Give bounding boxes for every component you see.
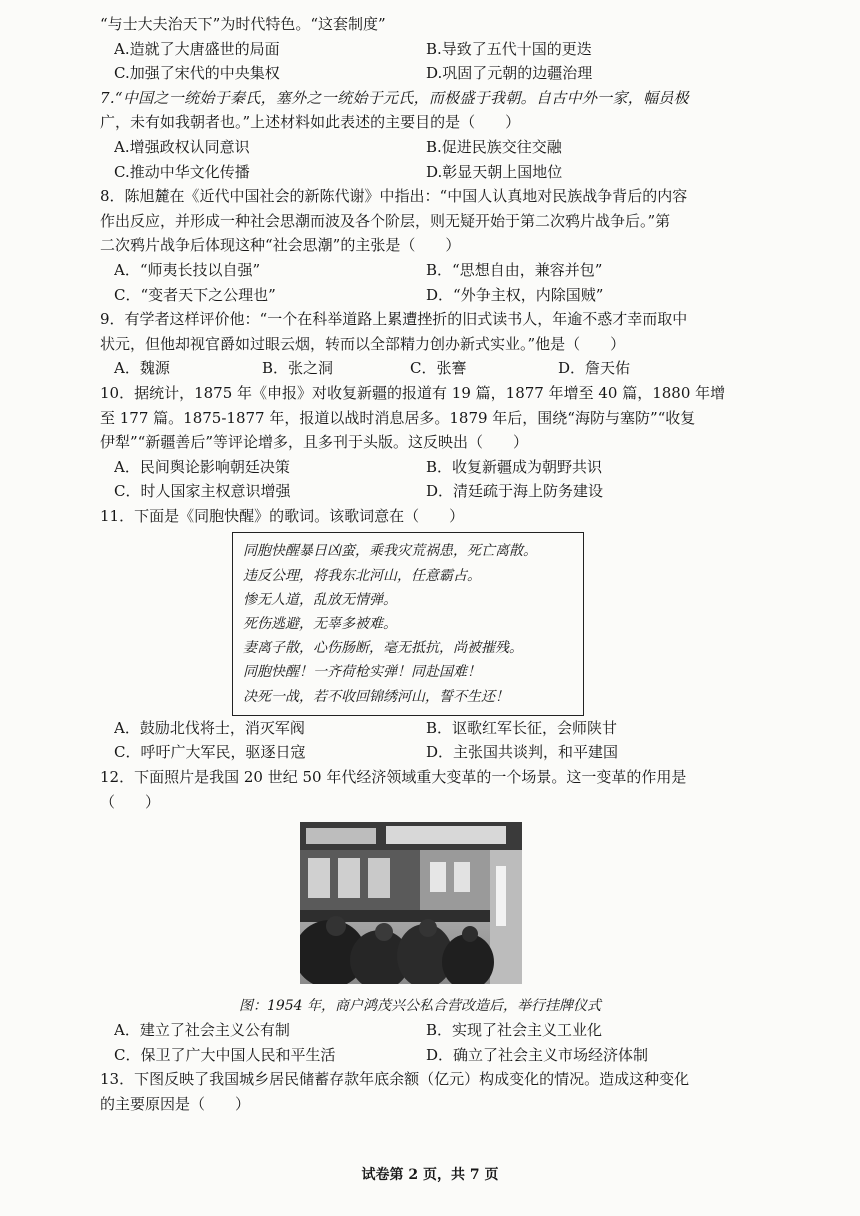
q8-stem-line-1: 8．陈旭麓在《近代中国社会的新陈代谢》中指出：“中国人认真地对民族战争背后的内容: [100, 187, 688, 206]
q6-option-d[interactable]: D.巩固了元朝的边疆治理: [426, 64, 593, 83]
q8-options-row-2: [100, 283, 740, 308]
lyric-line: 同胞快醒暴日凶蛮，乘我灾荒祸患，死亡离散。: [243, 543, 537, 560]
q8-stem-line-2: 作出反应，并形成一种社会思潮而波及各个阶层，则无疑开始于第二次鸦片战争后。”第: [100, 211, 671, 230]
q11-lyrics-box: [232, 532, 584, 715]
lyric-line: 决死一战，若不收回锦绣河山，誓不生还！: [243, 688, 509, 705]
q7-option-a[interactable]: A.增强政权认同意识: [114, 137, 250, 156]
q9-stem-line-1: 9．有学者这样评价他：“一个在科举道路上累遭挫折的旧式读书人，年逾不惑才幸而取中: [100, 310, 688, 329]
q11-option-b[interactable]: B．讴歌红军长征，会师陕甘: [426, 718, 618, 737]
q12-options-row-2: [100, 1043, 740, 1068]
q7-options-row-2: [100, 160, 740, 185]
q10-option-a[interactable]: A．民间舆论影响朝廷决策: [114, 457, 290, 476]
q10-stem-line-2: 至 177 篇。1875-1877 年，报道以战时消息居多。1879 年后，围绕“海防与塞防”“收复: [100, 408, 696, 427]
q9-stem-line-2: 状元，但他却视官爵如过眼云烟，转而以全部精力创办新式实业。”他是（ ）: [100, 334, 626, 353]
lyric-line: 违反公理，将我东北河山，任意霸占。: [243, 567, 481, 584]
q7-stem-line-2: 广，未有如我朝者也。”上述材料如此表述的主要目的是（ ）: [100, 113, 521, 132]
q6-stem-tail: “与士大夫治天下”为时代特色。“这套制度”: [100, 15, 386, 33]
page-footer: 试卷第 2 页，共 7 页: [361, 1167, 499, 1183]
q6-options-row-1: [100, 37, 740, 62]
q8-option-c[interactable]: C．“变者天下之公理也”: [114, 285, 276, 304]
q12-option-a[interactable]: A．建立了社会主义公有制: [114, 1021, 290, 1040]
q13-stem-line-2: 的主要原因是（ ）: [100, 1094, 251, 1113]
q11-option-d[interactable]: D．主张国共谈判，和平建国: [426, 743, 619, 762]
q11-options-row-1: [100, 716, 740, 741]
lyric-line: 同胞快醒！一齐荷枪实弹！同赴国难！: [243, 664, 481, 681]
q7-options-row-1: [100, 135, 740, 160]
lyric-line: 死伤逃避，无辜多被难。: [243, 616, 397, 633]
q10-options-row-1: [100, 455, 740, 480]
q9-options-row: [100, 356, 740, 381]
q8-option-b[interactable]: B．“思想自由，兼容并包”: [426, 260, 603, 279]
q10-stem-line-3: 伊犁”“新疆善后”等评论增多，且多刊于头版。这反映出（ ）: [100, 433, 529, 452]
q6-options-row-2: [100, 61, 740, 86]
q11-stem: 11．下面是《同胞快醒》的歌词。该歌词意在（ ）: [100, 506, 465, 525]
q9-option-b[interactable]: B．张之洞: [262, 359, 334, 378]
q12-option-c[interactable]: C．保卫了广大中国人民和平生活: [114, 1045, 336, 1064]
lyric-line: 妻离子散，心伤肠断，毫无抵抗，尚被摧残。: [243, 640, 523, 657]
q9-option-c[interactable]: C．张謇: [410, 359, 467, 378]
q11-option-c[interactable]: C．呼吁广大军民，驱逐日寇: [114, 743, 306, 762]
q8-options-row-1: [100, 258, 740, 283]
page-content: [100, 12, 740, 1117]
lyric-line: 惨无人道，乱放无情弹。: [243, 591, 397, 608]
q11-options-row-2: [100, 740, 740, 765]
q6-option-c[interactable]: C.加强了宋代的中央集权: [114, 64, 280, 83]
q11-option-a[interactable]: A．鼓励北伐将士，消灭军阀: [114, 718, 305, 737]
q12-historical-photo: [300, 822, 522, 984]
q6-option-a[interactable]: A.造就了大唐盛世的局面: [114, 39, 280, 58]
q12-stem-line-2: （ ）: [100, 792, 161, 811]
q7-stem-line-1: 7.“中国之一统始于秦氏，塞外之一统始于元氏，而极盛于我朝。自古中外一家，幅员极: [100, 88, 689, 107]
q9-option-d[interactable]: D．詹天佑: [558, 359, 631, 378]
q10-options-row-2: [100, 479, 740, 504]
q8-stem-line-3: 二次鸦片战争后体现这种“社会思潮”的主张是（ ）: [100, 236, 461, 255]
q10-option-c[interactable]: C．时人国家主权意识增强: [114, 482, 291, 501]
photo-illustration: [300, 822, 522, 984]
q10-stem-line-1: 10．据统计，1875 年《申报》对收复新疆的报道有 19 篇，1877 年增至 40 篇，1880 年增: [100, 383, 726, 402]
q13-stem-line-1: 13．下图反映了我国城乡居民储蓄存款年底余额（亿元）构成变化的情况。造成这种变化: [100, 1070, 690, 1089]
q10-option-d[interactable]: D．清廷疏于海上防务建设: [426, 482, 604, 501]
q8-option-d[interactable]: D．“外争主权，内除国贼”: [426, 285, 604, 304]
q7-option-b[interactable]: B.促进民族交往交融: [426, 137, 562, 156]
q12-options-row-1: [100, 1018, 740, 1043]
q12-option-b[interactable]: B．实现了社会主义工业化: [426, 1021, 603, 1040]
q12-option-d[interactable]: D．确立了社会主义市场经济体制: [426, 1045, 649, 1064]
q10-option-b[interactable]: B．收复新疆成为朝野共识: [426, 457, 603, 476]
q12-stem-line-1: 12．下面照片是我国 20 世纪 50 年代经济领域重大变革的一个场景。这一变革的作用是: [100, 767, 687, 786]
q9-option-a[interactable]: A．魏源: [114, 359, 170, 378]
q8-option-a[interactable]: A．“师夷长技以自强”: [114, 260, 261, 279]
q12-photo-caption: 图：1954 年，商户鸿茂兴公私合营改造后，举行挂牌仪式: [238, 998, 602, 1015]
q7-option-c[interactable]: C.推动中华文化传播: [114, 162, 250, 181]
q6-option-b[interactable]: B.导致了五代十国的更迭: [426, 39, 592, 58]
q7-option-d[interactable]: D.彰显天朝上国地位: [426, 162, 563, 181]
